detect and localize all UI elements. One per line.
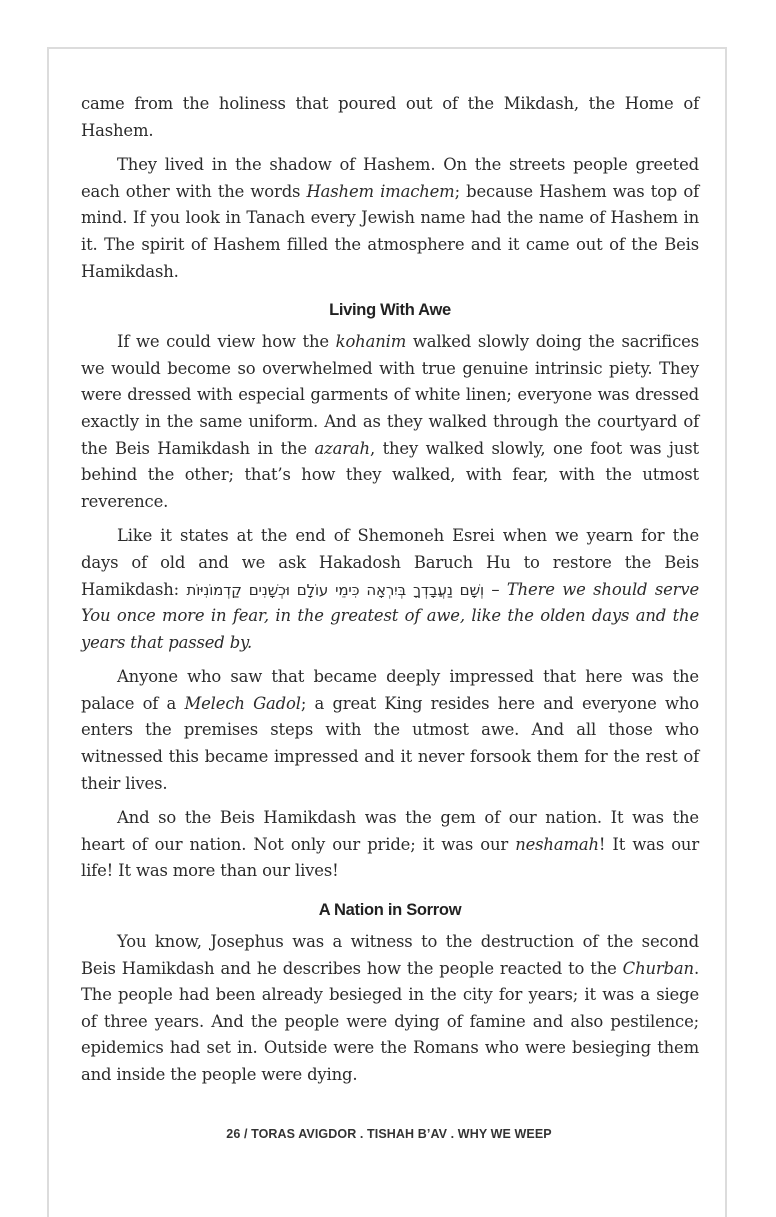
hebrew-quote: וְשָׁם נַעֲבָדְךָ בְּיִרְאָה כִּימֵי עוֹלָם וּכְשָׁנִים קַדְמוֹנִיּוֹת [186, 580, 484, 599]
paragraph [81, 664, 699, 797]
italic-term: Hashem imachem [306, 181, 455, 201]
text-run: You know, Josephus was a witness to the destruction of the second Beis Hamikdash and he describes how the people reacted to the [81, 932, 699, 978]
text-run: walked slowly doing the sacrifices we would become so overwhelmed with true genuine intrinsic piety. They were dressed with especial garments of white linen; everyone was dressed exactly in the same uniform. And as they walked through the courtyard of the Beis Hamikdash in the [81, 332, 699, 458]
book-page [47, 47, 727, 1217]
paragraph [81, 329, 699, 515]
paragraph [81, 929, 699, 1089]
paragraph-continuation [81, 91, 699, 144]
paragraph [81, 523, 699, 656]
section-heading-a-nation-in-sorrow: A Nation in Sorrow [318, 901, 462, 920]
paragraph [81, 805, 699, 885]
text-run: ; because Hashem was top of mind. If you look in Tanach every Jewish name had the name of Hashem in it. The spirit of Hashem filled the atmosphere and it came out of the Beis Hamikdash. [81, 181, 699, 281]
italic-term: kohanim [335, 332, 407, 352]
italic-translation: There we should serve You once more in fear, in the greatest of awe, like the olden days and the years that passed by. [81, 579, 699, 652]
text-run: Like it states at the end of Shemoneh Esrei when we yearn for the days of old and we ask Hakadosh Baruch Hu to restore the Beis Hamikdash: [81, 526, 699, 599]
italic-term: Melech Gadol [184, 693, 301, 713]
italic-term: Churban [622, 958, 694, 978]
page-body [81, 91, 699, 1097]
text-run: If we could view how the [117, 332, 336, 352]
text-run: came from the holiness that poured out of the Mikdash, the Home of Hashem. [81, 94, 699, 140]
text-run: . The people had been already besieged in the city for years; it was a siege of three years. And the people were dying of famine and also pestilence; epidemics had set in. Outside were the Romans who were besieging them and inside the people were dying. [81, 958, 699, 1084]
italic-term: neshamah [515, 834, 599, 854]
italic-term: azarah [314, 438, 370, 458]
text-run: ; a great King resides here and everyone who enters the premises steps with the utmost awe. And all those who witnessed this became impressed and it never forsook them for the rest of their lives. [81, 693, 699, 793]
text-run: And so the Beis Hamikdash was the gem of our nation. It was the heart of our nation. Not only our pride; it was our [81, 808, 699, 854]
paragraph [81, 152, 699, 285]
text-run: , they walked slowly, one foot was just behind the other; that’s how they walked, with fear, with the utmost reverence. [81, 438, 699, 511]
text-run: – [483, 579, 507, 599]
running-footer: 26 / TORAS AVIGDOR . TISHAH B’AV . WHY WE WEEP [226, 1127, 552, 1141]
section-heading-living-with-awe: Living With Awe [329, 301, 451, 320]
text-run: ! It was our life! It was more than our lives! [81, 834, 700, 881]
text-run: Anyone who saw that became deeply impressed that here was the palace of a [81, 667, 699, 713]
text-run: They lived in the shadow of Hashem. On the streets people greeted each other with the words [81, 155, 699, 201]
